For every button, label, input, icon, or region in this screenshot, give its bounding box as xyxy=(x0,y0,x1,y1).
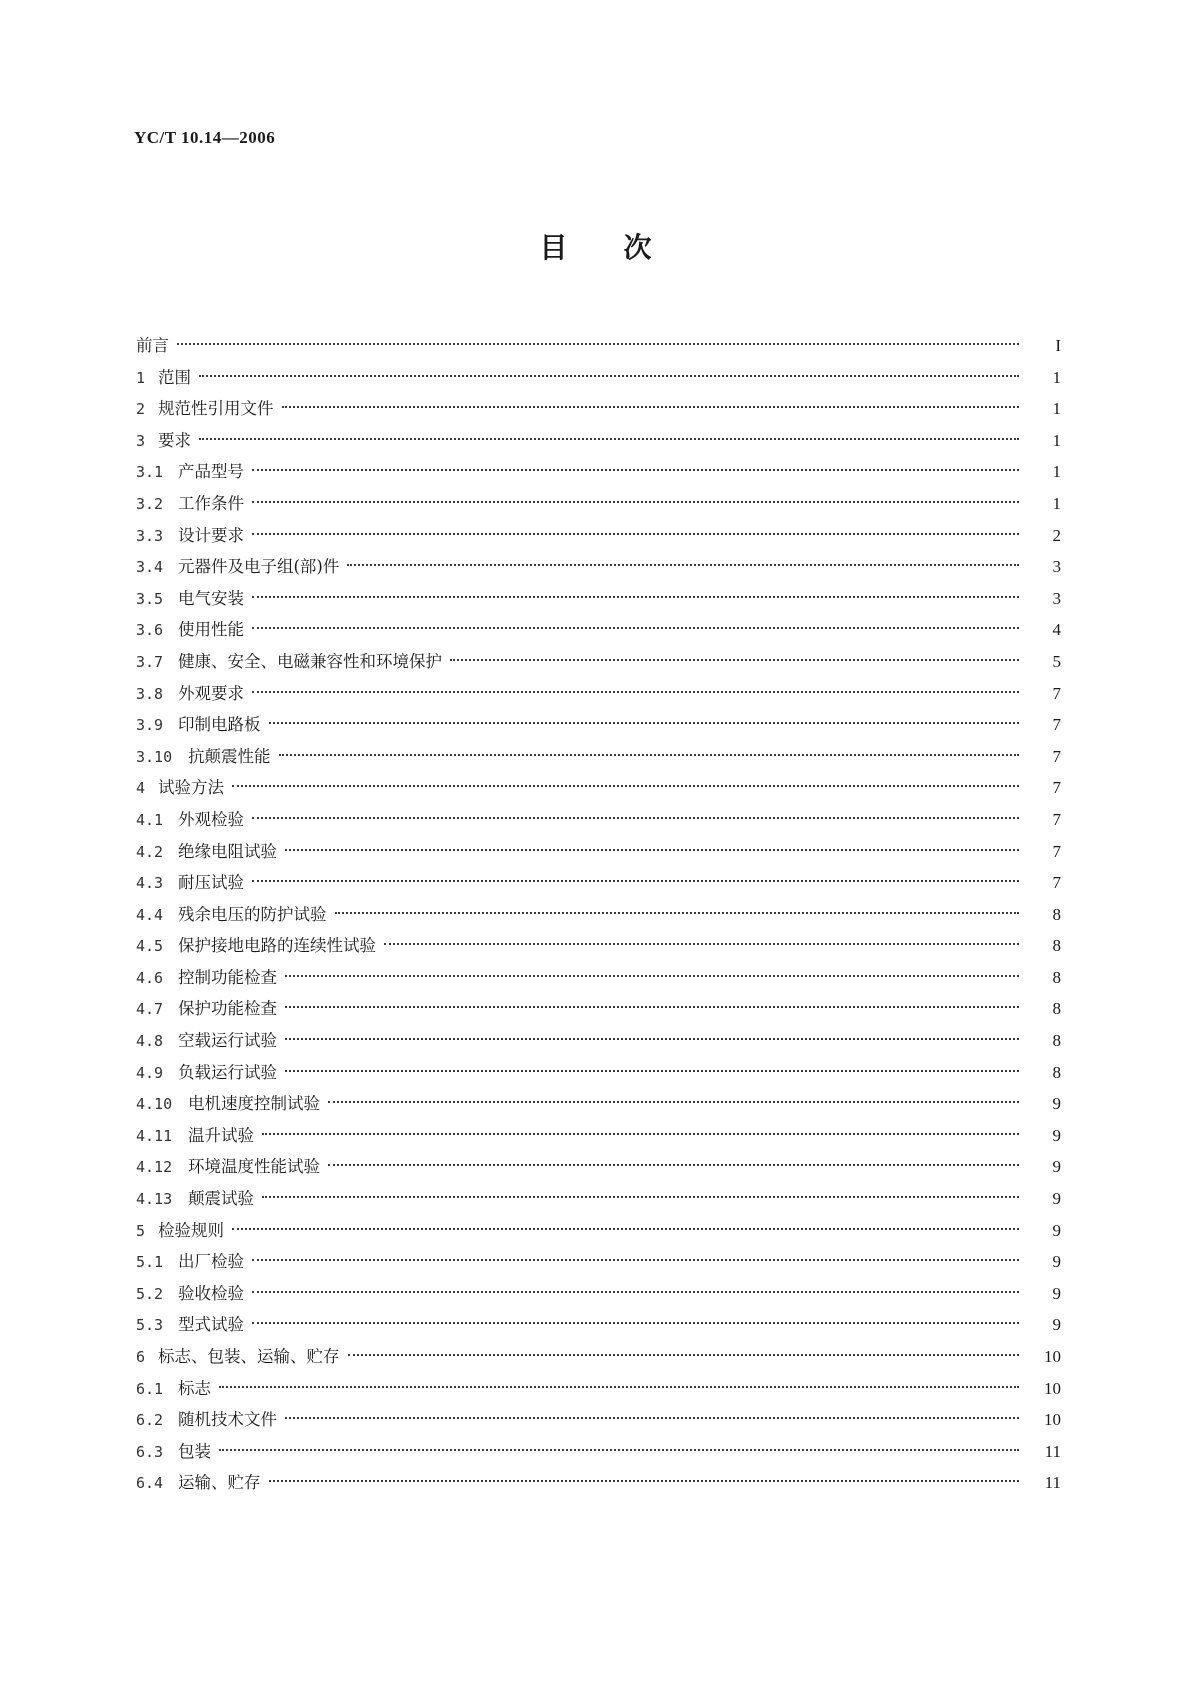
dot-leader xyxy=(252,1322,1019,1324)
dot-leader xyxy=(269,1480,1020,1482)
dot-leader xyxy=(232,785,1019,787)
toc-entry[interactable] xyxy=(136,520,1061,552)
toc-entry-page: 10 xyxy=(1044,1378,1061,1398)
toc-entry-title: 标志、包装、运输、贮存 xyxy=(158,1347,340,1366)
table-of-contents xyxy=(136,330,1061,1499)
toc-entry-title: 绝缘电阻试验 xyxy=(178,841,277,861)
toc-entry-page: 11 xyxy=(1044,1441,1061,1461)
toc-entry-number: 5 xyxy=(136,1221,146,1240)
toc-entry-page: 2 xyxy=(1052,525,1061,545)
toc-entry-number: 4.3 xyxy=(136,874,164,893)
toc-entry[interactable] xyxy=(136,362,1061,394)
toc-entry-title: 使用性能 xyxy=(178,620,244,640)
toc-entry-number: 4.4 xyxy=(136,905,164,924)
toc-entry[interactable] xyxy=(136,1183,1061,1215)
toc-entry-page: 7 xyxy=(1052,841,1061,861)
toc-entry[interactable] xyxy=(136,1246,1061,1278)
toc-entry-page: 11 xyxy=(1044,1473,1061,1493)
toc-entry-title: 温升试验 xyxy=(188,1125,254,1145)
toc-entry[interactable] xyxy=(136,962,1061,994)
dot-leader xyxy=(282,406,1020,408)
toc-entry[interactable] xyxy=(136,678,1061,710)
toc-entry-title: 印制电路板 xyxy=(178,715,261,735)
toc-entry-title: 电气安装 xyxy=(178,588,244,608)
toc-entry-number: 3.1 xyxy=(136,463,164,482)
toc-entry-title: 电机速度控制试验 xyxy=(188,1094,320,1114)
toc-entry-page: 7 xyxy=(1052,683,1061,703)
dot-leader xyxy=(252,1291,1019,1293)
toc-entry-number: 3.5 xyxy=(136,589,164,608)
toc-entry-title: 保护接地电路的连续性试验 xyxy=(178,936,376,956)
toc-entry-number: 3.4 xyxy=(136,558,164,577)
toc-entry-title: 抗颠震性能 xyxy=(188,746,271,766)
dot-leader xyxy=(199,375,1019,377)
toc-entry-title: 随机技术文件 xyxy=(178,1410,277,1430)
toc-entry-number: 4.1 xyxy=(136,810,164,829)
toc-entry-number: 6.4 xyxy=(136,1474,164,1493)
toc-entry[interactable] xyxy=(136,867,1061,899)
toc-entry-title: 空载运行试验 xyxy=(178,1031,277,1051)
dot-leader xyxy=(285,1006,1019,1008)
toc-entry-page: 8 xyxy=(1052,1062,1061,1082)
toc-entry-title: 验收检验 xyxy=(178,1283,244,1303)
toc-entry[interactable] xyxy=(136,709,1061,741)
dot-leader xyxy=(252,880,1019,882)
dot-leader xyxy=(232,1228,1019,1230)
toc-entry-title: 前言 xyxy=(136,336,169,355)
dot-leader xyxy=(328,1164,1019,1166)
toc-entry[interactable] xyxy=(136,1341,1061,1373)
toc-entry-page: 9 xyxy=(1052,1125,1061,1145)
toc-entry-page: 1 xyxy=(1052,399,1061,419)
toc-entry-number: 4.11 xyxy=(136,1126,173,1145)
toc-entry-number: 4.9 xyxy=(136,1063,164,1082)
toc-entry-title: 出厂检验 xyxy=(178,1252,244,1272)
dot-leader xyxy=(335,912,1020,914)
toc-entry-number: 3 xyxy=(136,431,146,450)
toc-entry[interactable] xyxy=(136,899,1061,931)
toc-entry[interactable] xyxy=(136,1215,1061,1247)
toc-entry-title: 外观检验 xyxy=(178,809,244,829)
toc-entry-number: 5.2 xyxy=(136,1284,164,1303)
dot-leader xyxy=(328,1101,1019,1103)
toc-entry-page: 8 xyxy=(1052,936,1061,956)
toc-entry[interactable] xyxy=(136,1120,1061,1152)
dot-leader xyxy=(285,849,1019,851)
toc-entry[interactable] xyxy=(136,1373,1061,1405)
toc-entry[interactable] xyxy=(136,1151,1061,1183)
standard-code: YC/T 10.14—2006 xyxy=(134,128,276,147)
toc-entry-number: 4 xyxy=(136,779,146,798)
toc-entry-page: 1 xyxy=(1052,367,1061,387)
dot-leader xyxy=(262,1196,1019,1198)
toc-entry-page: 9 xyxy=(1052,1189,1061,1209)
toc-entry[interactable] xyxy=(136,646,1061,678)
toc-entry-title: 负载运行试验 xyxy=(178,1062,277,1082)
toc-entry-number: 4.13 xyxy=(136,1190,173,1209)
toc-entry-page: 7 xyxy=(1052,873,1061,893)
toc-entry-title: 外观要求 xyxy=(178,683,244,703)
toc-entry-title: 试验方法 xyxy=(158,778,224,798)
toc-entry-title: 标志 xyxy=(178,1378,211,1398)
dot-leader xyxy=(252,469,1019,471)
toc-entry-page: 1 xyxy=(1052,462,1061,482)
dot-leader xyxy=(219,1449,1019,1451)
toc-entry-page: 4 xyxy=(1052,620,1061,640)
toc-entry-title: 设计要求 xyxy=(178,525,244,545)
dot-leader xyxy=(285,975,1019,977)
toc-entry[interactable] xyxy=(136,551,1061,583)
toc-entry-number: 6.2 xyxy=(136,1411,164,1430)
toc-entry-page: 9 xyxy=(1052,1252,1061,1272)
dot-leader xyxy=(252,817,1019,819)
toc-entry-page: 9 xyxy=(1052,1220,1061,1240)
toc-entry-number: 4.10 xyxy=(136,1095,173,1114)
toc-entry-title: 包装 xyxy=(178,1441,211,1461)
toc-entry-number: 5.1 xyxy=(136,1253,164,1272)
toc-entry-page: 7 xyxy=(1052,746,1061,766)
dot-leader xyxy=(252,1259,1019,1261)
toc-entry[interactable] xyxy=(136,614,1061,646)
toc-entry-page: 8 xyxy=(1052,999,1061,1019)
toc-entry-number: 3.7 xyxy=(136,652,164,671)
toc-entry-page: 3 xyxy=(1052,588,1061,608)
toc-entry[interactable] xyxy=(136,1467,1061,1499)
toc-entry[interactable] xyxy=(136,330,1061,362)
toc-entry-title: 健康、安全、电磁兼容性和环境保护 xyxy=(178,651,442,671)
toc-entry-number: 3.9 xyxy=(136,716,164,735)
toc-entry-title: 颠震试验 xyxy=(188,1189,254,1209)
toc-entry[interactable] xyxy=(136,1436,1061,1468)
toc-entry[interactable] xyxy=(136,1088,1061,1120)
toc-entry-title: 范围 xyxy=(158,367,191,387)
toc-entry-page: 9 xyxy=(1052,1094,1061,1114)
toc-entry-page: 7 xyxy=(1052,715,1061,735)
dot-leader xyxy=(199,438,1019,440)
toc-entry-number: 4.8 xyxy=(136,1032,164,1051)
toc-entry-number: 3.2 xyxy=(136,494,164,513)
page-title: 目次 xyxy=(539,231,708,264)
toc-entry-number: 6.1 xyxy=(136,1379,164,1398)
toc-entry[interactable] xyxy=(136,1057,1061,1089)
toc-entry-page: 8 xyxy=(1052,967,1061,987)
dot-leader xyxy=(252,627,1019,629)
toc-entry-page: 9 xyxy=(1052,1157,1061,1177)
dot-leader xyxy=(252,596,1019,598)
toc-entry-page: 10 xyxy=(1044,1347,1061,1366)
toc-entry[interactable] xyxy=(136,583,1061,615)
toc-entry[interactable] xyxy=(136,804,1061,836)
toc-entry-number: 3.8 xyxy=(136,684,164,703)
toc-entry-page: 8 xyxy=(1052,904,1061,924)
toc-entry[interactable] xyxy=(136,1404,1061,1436)
toc-entry[interactable] xyxy=(136,425,1061,457)
dot-leader xyxy=(450,659,1019,661)
toc-entry-page: 9 xyxy=(1052,1315,1061,1335)
toc-entry-number: 4.2 xyxy=(136,842,164,861)
toc-entry[interactable] xyxy=(136,488,1061,520)
toc-entry-number: 3.6 xyxy=(136,621,164,640)
toc-entry-title: 产品型号 xyxy=(178,462,244,482)
dot-leader xyxy=(269,722,1020,724)
toc-entry-number: 4.12 xyxy=(136,1158,173,1177)
toc-entry-page: 1 xyxy=(1052,493,1061,513)
toc-entry-title: 控制功能检查 xyxy=(178,967,277,987)
toc-entry-number: 3.10 xyxy=(136,747,173,766)
toc-entry-number: 3.3 xyxy=(136,526,164,545)
toc-entry-page: 10 xyxy=(1044,1410,1061,1430)
toc-entry[interactable] xyxy=(136,456,1061,488)
dot-leader xyxy=(384,943,1019,945)
dot-leader xyxy=(262,1133,1019,1135)
toc-entry-page: 3 xyxy=(1052,557,1061,577)
toc-entry-page: 5 xyxy=(1052,651,1061,671)
toc-entry[interactable] xyxy=(136,772,1061,804)
toc-entry-title: 元器件及电子组(部)件 xyxy=(178,557,340,577)
dot-leader xyxy=(252,501,1019,503)
toc-entry-page: 7 xyxy=(1052,809,1061,829)
toc-entry-title: 要求 xyxy=(158,430,191,450)
toc-entry-title: 型式试验 xyxy=(178,1315,244,1335)
toc-entry-number: 6.3 xyxy=(136,1442,164,1461)
toc-entry-number: 1 xyxy=(136,368,146,387)
dot-leader xyxy=(285,1417,1019,1419)
dot-leader xyxy=(219,1386,1019,1388)
toc-entry-number: 4.5 xyxy=(136,937,164,956)
toc-entry-number: 2 xyxy=(136,400,146,419)
toc-entry[interactable] xyxy=(136,836,1061,868)
toc-entry-page: I xyxy=(1055,336,1061,355)
toc-entry-title: 运输、贮存 xyxy=(178,1473,261,1493)
dot-leader xyxy=(285,1038,1019,1040)
toc-entry[interactable] xyxy=(136,741,1061,773)
toc-entry[interactable] xyxy=(136,930,1061,962)
dot-leader xyxy=(279,754,1020,756)
toc-entry[interactable] xyxy=(136,1309,1061,1341)
toc-entry[interactable] xyxy=(136,393,1061,425)
toc-entry-number: 5.3 xyxy=(136,1316,164,1335)
dot-leader xyxy=(252,691,1019,693)
toc-entry-page: 1 xyxy=(1052,430,1061,450)
dot-leader xyxy=(177,343,1019,345)
toc-entry-title: 检验规则 xyxy=(158,1220,224,1240)
toc-entry[interactable] xyxy=(136,993,1061,1025)
toc-entry-page: 9 xyxy=(1052,1283,1061,1303)
toc-entry-number: 4.6 xyxy=(136,968,164,987)
dot-leader xyxy=(285,1070,1019,1072)
toc-entry-number: 4.7 xyxy=(136,1000,164,1019)
toc-entry-title: 残余电压的防护试验 xyxy=(178,904,327,924)
toc-entry[interactable] xyxy=(136,1025,1061,1057)
toc-entry-title: 工作条件 xyxy=(178,493,244,513)
toc-entry-title: 保护功能检查 xyxy=(178,999,277,1019)
toc-entry-title: 规范性引用文件 xyxy=(158,399,274,419)
toc-entry-page: 7 xyxy=(1052,778,1061,798)
toc-entry-title: 耐压试验 xyxy=(178,873,244,893)
toc-entry-page: 8 xyxy=(1052,1031,1061,1051)
dot-leader xyxy=(348,1354,1020,1356)
dot-leader xyxy=(347,564,1019,566)
toc-entry[interactable] xyxy=(136,1278,1061,1310)
dot-leader xyxy=(252,533,1019,535)
toc-entry-title: 环境温度性能试验 xyxy=(188,1157,320,1177)
toc-entry-number: 6 xyxy=(136,1348,146,1366)
